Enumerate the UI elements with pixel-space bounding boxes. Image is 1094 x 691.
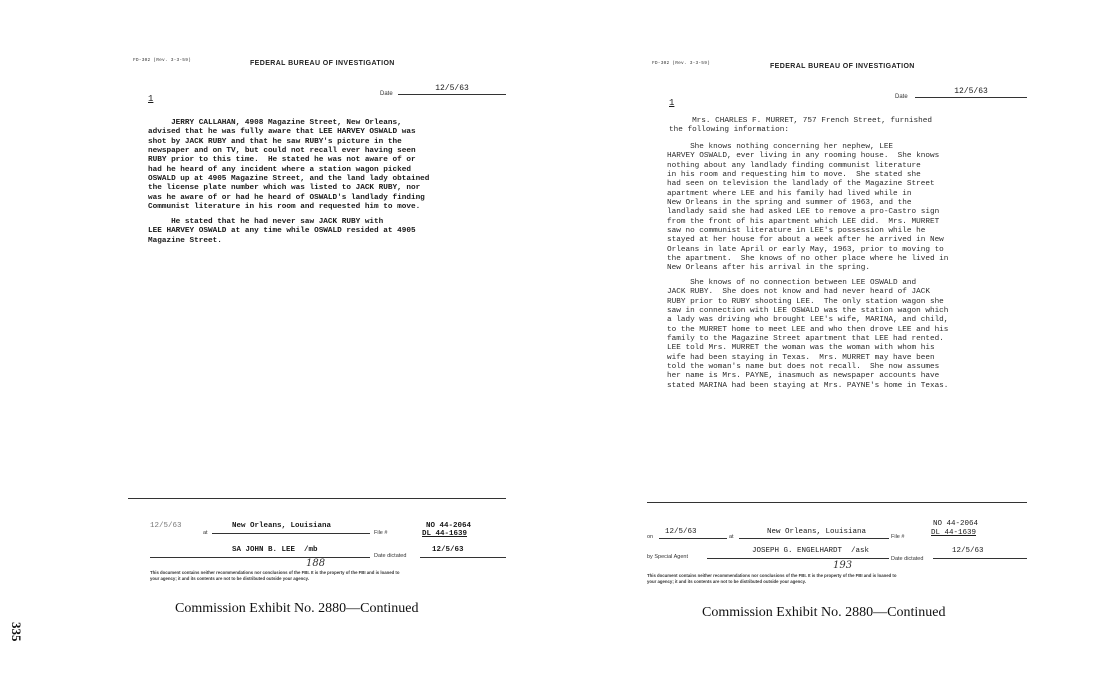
footer-agent: JOSEPH G. ENGELHARDT /ask [752, 547, 870, 555]
body-paragraph-2: He stated that he had never saw JACK RUBY with LEE HARVEY OSWALD at any time while OSWALD resided at 4905 Magazine Street. [148, 218, 416, 245]
footer-date-dictated-label: Date dictated [374, 553, 407, 559]
footer-file-label: File # [891, 534, 905, 540]
footer-on-label: on [647, 534, 654, 540]
footer-on-date: 12/5/63 [665, 528, 697, 536]
footer-separator [128, 498, 506, 499]
form-id: FD-302 (Rev. 3-3-59) [652, 61, 711, 66]
handwritten-number: 188 [306, 558, 326, 569]
footer-file-1: NO 44-2064 [933, 520, 979, 528]
right-document-page [547, 0, 1094, 691]
document-date: 12/5/63 [915, 87, 1027, 98]
page-number-rotated: 335 [9, 622, 24, 642]
document-date: 12/5/63 [398, 84, 506, 95]
footer-separator [647, 502, 1027, 503]
footer-date-dictated: 12/5/63 [432, 546, 464, 554]
footer-at-label: at [203, 530, 208, 536]
footer-date-dictated-label: Date dictated [891, 556, 924, 562]
bureau-header: FEDERAL BUREAU OF INVESTIGATION [250, 60, 395, 67]
form-id: FD-302 (Rev. 3-3-59) [133, 58, 192, 63]
agent-underline [707, 558, 889, 559]
footer-file-2: DL 44-1639 [422, 530, 468, 538]
body-paragraph-3: She knows of no connection between LEE OSWALD and JACK RUBY. She does not know and had never heard of JACK RUBY prior to RUBY shooting LEE. The only station wagon she saw in connection with LEE OSWALD was the station wagon which a lady was driving who brought LEE's wife, MARINA, and child, to the MURRET home to meet LEE and who then drove LEE and his family to the Magazine Street apartment that LEE had rented. LEE told Mrs. MURRET the woman was the woman with whom his wife had been staying in Texas. Mrs. MURRET may have been told the woman's name but does not recall. She now assumes her name is Mrs. PAYNE, inasmuch as newspaper accounts have stated MARINA had been staying at Mrs. PAYNE's home in Texas. [667, 279, 949, 390]
place-underline [739, 538, 889, 539]
footer-file-label: File # [374, 530, 388, 536]
body-paragraph-1: Mrs. CHARLES F. MURRET, 757 French Street, furnished the following information: [669, 117, 932, 135]
date-label: Date [380, 91, 393, 97]
body-paragraph-1: JERRY CALLAHAN, 4908 Magazine Street, New Orleans, advised that he was fully aware that LEE HARVEY OSWALD was shot by JACK RUBY and that he saw RUBY's picture in the newspaper and on TV, but could not recall ever having seen RUBY prior to this time. He stated he was not aware of or had he heard of any incident where a station wagon picked OSWALD up at 4905 Magazine Street, and the land lady obtained the license plate number which was listed to JACK RUBY, nor was he aware of or had he heard of OSWALD's landlady finding Communist literature in his room and requested him to move. [148, 119, 430, 212]
exhibit-caption: Commission Exhibit No. 2880—Continued [175, 601, 419, 616]
agent-underline [150, 557, 370, 558]
footer-place: New Orleans, Louisiana [767, 528, 867, 536]
footer-file-1: NO 44-2064 [426, 522, 472, 530]
footer-disclaimer: This document contains neither recommendations nor conclusions of the FBI. It is the property of the FBI and is loaned to your agency; it and its contents are not to be distributed outside your agency. [150, 570, 400, 581]
date-dictated-underline [933, 558, 1027, 559]
page-number: 1 [669, 98, 675, 108]
exhibit-caption: Commission Exhibit No. 2880—Continued [702, 605, 946, 620]
bureau-header: FEDERAL BUREAU OF INVESTIGATION [770, 63, 915, 70]
date-dictated-underline [420, 557, 506, 558]
footer-agent: SA JOHN B. LEE /mb [232, 546, 318, 554]
footer-file-2: DL 44-1639 [931, 529, 977, 537]
page-number: 1 [148, 94, 154, 104]
footer-at-label: at [729, 534, 734, 540]
footer-date-dictated: 12/5/63 [952, 547, 984, 555]
place-underline [212, 533, 370, 534]
body-paragraph-2: She knows nothing concerning her nephew, LEE HARVEY OSWALD, ever living in any rooming house. She knows nothing about any landlady finding communist literature in his room and requesting him to move. She stated she had seen on television the landlady of the Magazine Street apartment where LEE and his family had lived while in New Orleans in the spring and summer of 1963, and the landlady said she had asked LEE to remove a pro-Castro sign from the front of his apartment which LEE did. Mrs. MURRET saw no communist literature in LEE's possession while he stayed at her house for about a week after he arrived in New Orleans in late April or early May, 1963, prior to moving to the apartment. She knows of no other place where he lived in New Orleans after his arrival in the spring. [667, 143, 949, 273]
footer-place: New Orleans, Louisiana [232, 522, 332, 530]
handwritten-number: 193 [833, 560, 853, 571]
footer-agent-label: by Special Agent [647, 554, 688, 560]
on-underline [659, 538, 727, 539]
footer-disclaimer: This document contains neither recommendations nor conclusions of the FBI. It is the property of the FBI and is loaned to your agency; it and its contents are not to be distributed outside your agency. [647, 573, 897, 584]
footer-on-date: 12/5/63 [150, 522, 182, 530]
date-label: Date [895, 94, 908, 100]
